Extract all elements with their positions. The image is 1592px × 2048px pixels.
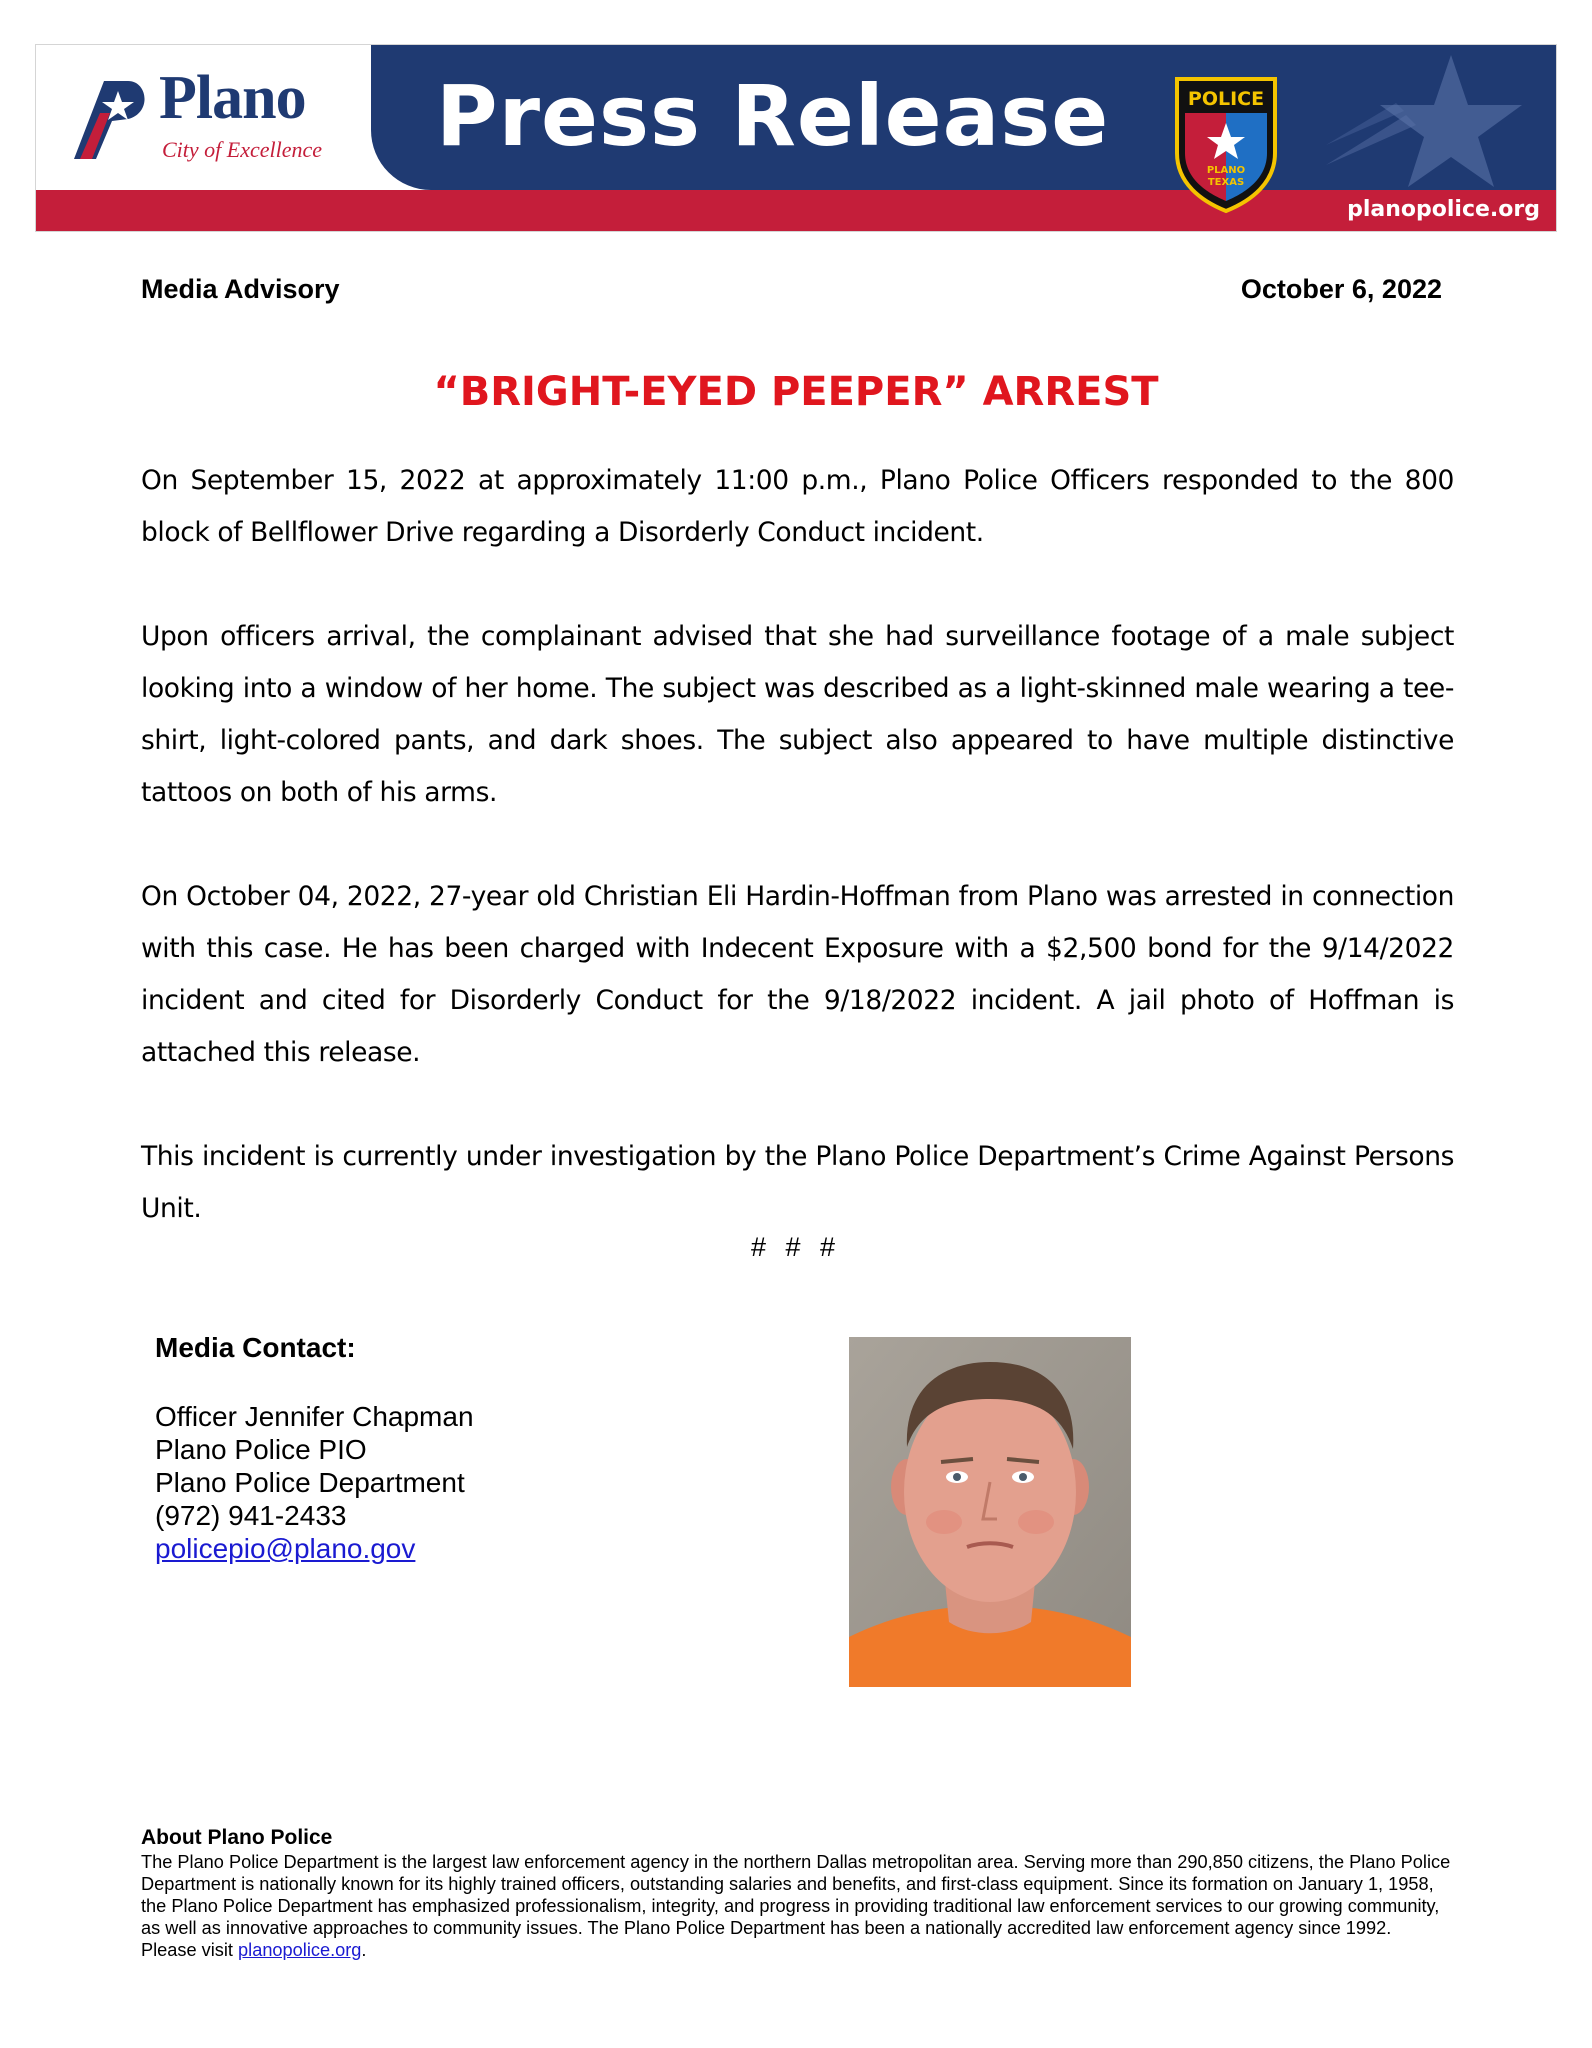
contact-phone: (972) 941-2433 xyxy=(155,1500,347,1531)
contact-department: Plano Police Department xyxy=(155,1467,465,1498)
media-contact-details xyxy=(155,1400,474,1565)
body-paragraph: On September 15, 2022 at approximately 11:00 p.m., Plano Police Officers responded to the 800 block of Bellflower Drive regarding a Disorderly Conduct incident. xyxy=(141,465,1454,548)
website-link[interactable]: planopolice.org xyxy=(1347,197,1540,222)
media-advisory-label: Media Advisory xyxy=(141,274,340,304)
police-badge-icon xyxy=(1171,65,1281,215)
contact-name: Officer Jennifer Chapman xyxy=(155,1401,474,1432)
mugshot-photo xyxy=(849,1337,1131,1687)
decorative-star-icon xyxy=(1326,45,1557,190)
release-date: October 6, 2022 xyxy=(1240,274,1442,304)
about-heading: About Plano Police xyxy=(141,1826,333,1849)
badge-top-text: POLICE xyxy=(1187,88,1265,110)
body-paragraph: On October 04, 2022, 27-year old Christian Eli Hardin-Hoffman from Plano was arrested in connection with this case. He has been charged with Indecent Exposure with a $2,500 bond for the 9/14/2022 incident and cited for Disorderly Conduct for the 9/18/2022 incident. A jail photo of Hoffman is attached this release. xyxy=(141,881,1454,1068)
plano-logo-icon xyxy=(66,73,156,163)
body-paragraph: Upon officers arrival, the complainant advised that she had surveillance footage of a male subject looking into a window of her home. The subject was described as a light-skinned male wearing a tee-shirt, light-colored pants, and dark shoes. The subject also appeared to have multiple distinctive tattoos on both of his arms. xyxy=(141,621,1454,808)
about-website-link[interactable]: planopolice.org xyxy=(238,1940,362,1960)
badge-bottom-line2: TEXAS xyxy=(1207,177,1245,188)
press-release-banner xyxy=(35,44,1557,232)
body-paragraph: This incident is currently under investigation by the Plano Police Department’s Crime Against Persons Unit. xyxy=(141,1141,1454,1224)
logo-tagline: City of Excellence xyxy=(162,137,323,162)
contact-role: Plano Police PIO xyxy=(155,1434,367,1465)
end-mark: # # # xyxy=(750,1232,842,1262)
about-end: . xyxy=(361,1940,367,1960)
badge-bottom-line1: PLANO xyxy=(1206,165,1246,176)
banner-red-band xyxy=(36,190,1557,232)
logo-title: Plano xyxy=(159,64,306,132)
body-text xyxy=(141,455,1454,1287)
media-contact-heading: Media Contact: xyxy=(155,1332,356,1363)
about-body: The Plano Police Department is the largest law enforcement agency in the northern Dallas metropolitan area. Serving more than 290,850 citizens, the Plano Police Department is nationally known for its highly trained officers, outstanding salaries and benefits, and first-class equipment. Since its formation on January 1, 1958, the Plano Police Department has emphasized professionalism, integrity, and progress in providing traditional law enforcement services to our growing community, as well as innovative approaches to community issues. The Plano Police Department has been a nationally accredited law enforcement agency since 1992. Please visit xyxy=(141,1852,1451,1960)
headline: “BRIGHT-EYED PEEPER” ARREST xyxy=(433,369,1159,415)
contact-email-link[interactable]: policepio@plano.gov xyxy=(155,1533,416,1564)
about-text xyxy=(141,1851,1451,1961)
banner-title: Press Release xyxy=(436,67,1110,165)
